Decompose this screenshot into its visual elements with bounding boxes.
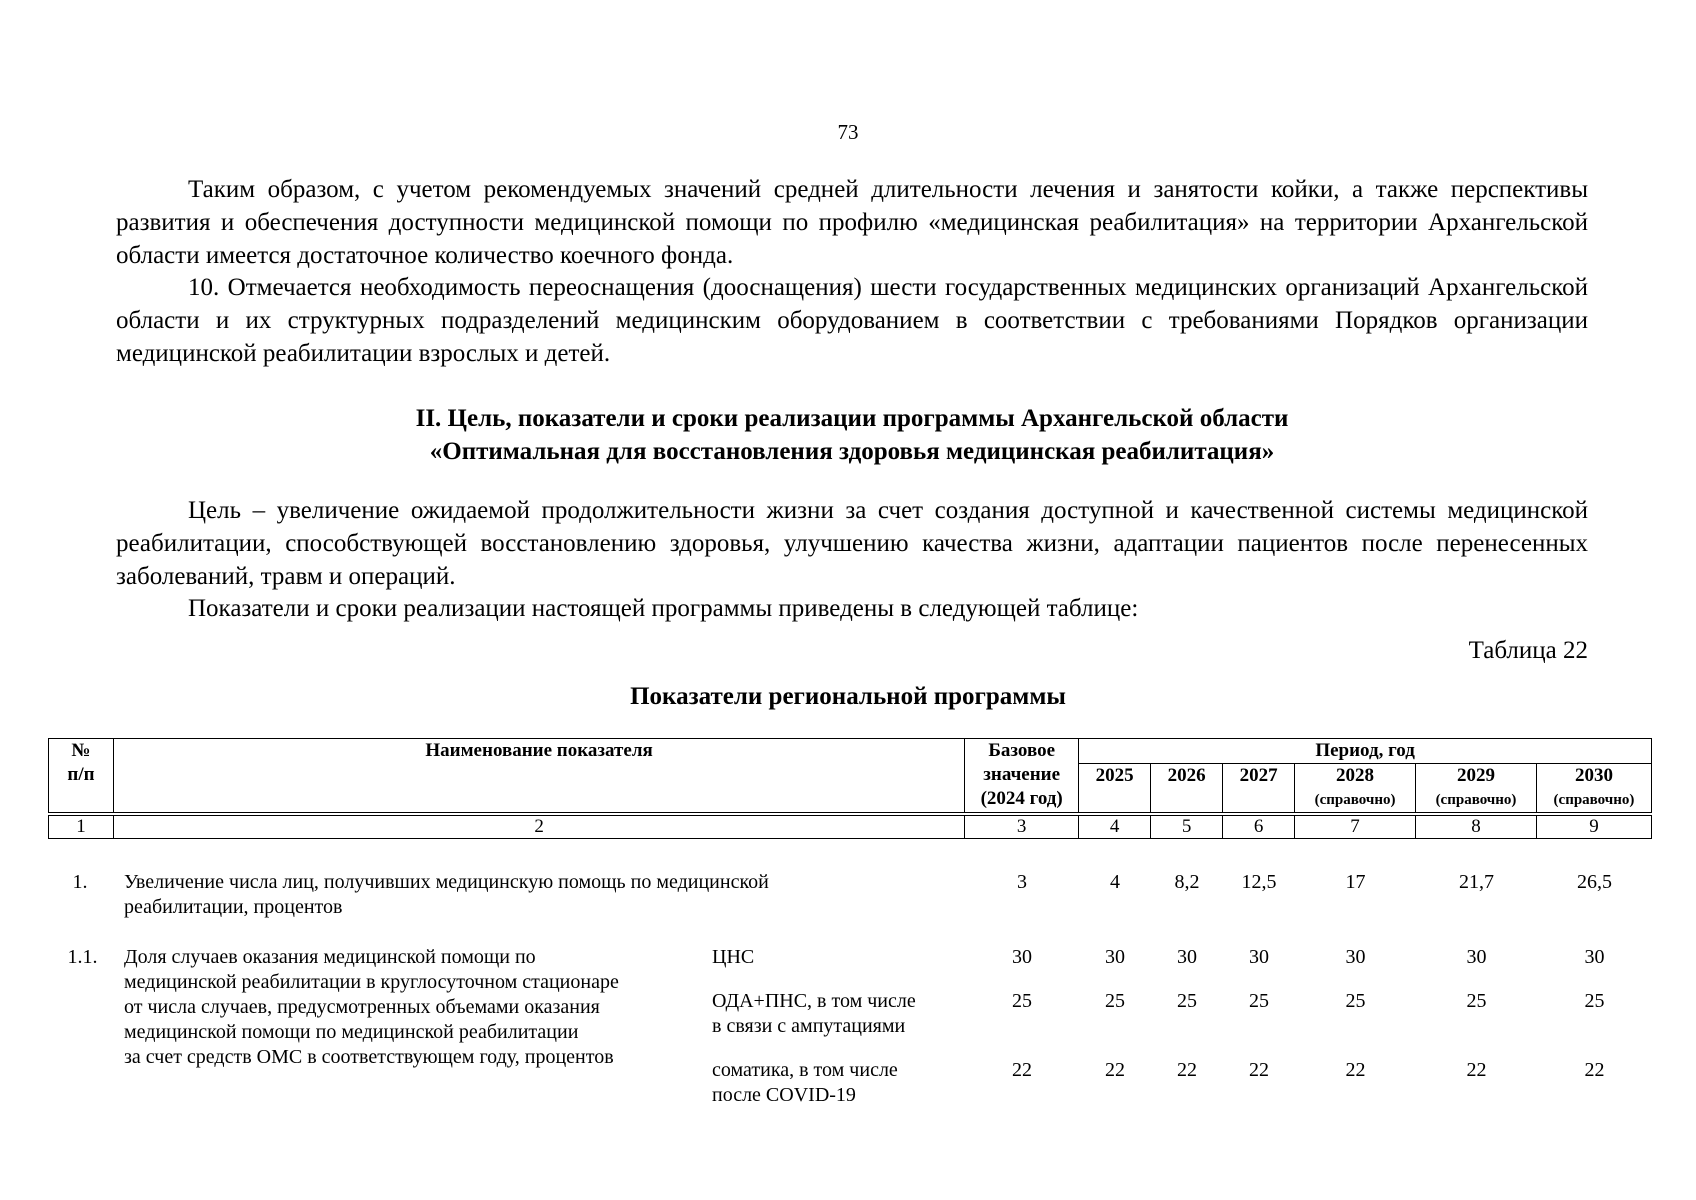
row-1-1-num: 1.1. — [67, 946, 98, 968]
col-number: 7 — [1295, 814, 1416, 839]
subrow-value: 30 — [1105, 946, 1125, 968]
subrow-value: 22 — [1345, 1059, 1366, 1081]
subrow-value: 22 — [1105, 1059, 1125, 1081]
column-numbers-row — [49, 814, 1652, 839]
subrow-label: ОДА+ПНС, в том числе в связи с ампутациями — [712, 990, 916, 1037]
col-number: 4 — [1079, 814, 1151, 839]
paragraph-2: 10. Отмечается необходимость переоснащения (дооснащения) шести государственных медицинских организаций Архангельской области и их структурных подразделений медицинским оборудованием в соответствии с требованиями Порядков организации медицинской реабилитации взрослых и детей. — [116, 274, 1588, 367]
header-year-2026: 2026 — [1151, 764, 1223, 815]
paragraph-1: Таким образом, с учетом рекомендуемых значений средней длительности лечения и занятости койки, а также перспективы развития и обеспечения доступности медицинской помощи по профилю «медицинская реабилитация» на территории Архангельской области имеется достаточное количество коечного фонда. — [116, 176, 1588, 269]
row-1-value: 8,2 — [1174, 871, 1200, 893]
header-year-2027: 2027 — [1223, 764, 1295, 815]
row-1-1-name: Доля случаев оказания медицинской помощи по медицинской реабилитации в круглосуточном стационаре от числа случаев, предусмотренных объемами оказания медицинской помощи по медицинской реабилитации за счет средств ОМС в соответствующем году, процентов — [124, 946, 619, 1068]
subrow-value: 30 — [1249, 946, 1269, 968]
paragraph-3: Цель – увеличение ожидаемой продолжительности жизни за счет создания доступной и качественной системы медицинской реабилитации, способствующей восстановлению здоровья, улучшению качества жизни, адаптации пациентов после перенесенных заболеваний, травм и операций. — [116, 497, 1588, 590]
subrow-value: 30 — [1012, 946, 1032, 968]
table-header — [48, 738, 1652, 839]
row-1-num: 1. — [72, 871, 88, 893]
section-heading — [116, 402, 1588, 468]
subrow-value: 25 — [1012, 990, 1032, 1012]
header-year-2030: 2030 (справочно) — [1536, 764, 1651, 815]
subrow-value: 30 — [1584, 946, 1605, 968]
subrow-value: 25 — [1584, 990, 1605, 1012]
table-title: Показатели региональной программы — [630, 683, 1066, 710]
row-1-value: 3 — [1017, 871, 1027, 893]
subrow-value: 22 — [1012, 1059, 1032, 1081]
header-year-2028: 2028 (справочно) — [1295, 764, 1416, 815]
subrow-value: 25 — [1345, 990, 1366, 1012]
subrow-value: 22 — [1249, 1059, 1269, 1081]
subrow-value: 30 — [1345, 946, 1366, 968]
row-1-value: 4 — [1110, 871, 1120, 893]
col-number: 6 — [1223, 814, 1295, 839]
col-number: 9 — [1536, 814, 1651, 839]
subrow-label: соматика, в том числе после COVID-19 — [712, 1059, 898, 1106]
table-number: Таблица 22 — [1468, 637, 1588, 664]
row-1-name: Увеличение числа лиц, получивших медицинскую помощь по медицинской реабилитации, процентов — [124, 871, 769, 918]
col-number: 1 — [49, 814, 114, 839]
header-name: Наименование показателя — [113, 739, 964, 815]
paragraph-4: Показатели и сроки реализации настоящей программы приведены в следующей таблице: — [188, 595, 1139, 622]
header-period: Период, год — [1079, 739, 1652, 764]
subrow-value: 25 — [1466, 990, 1487, 1012]
header-year-2025: 2025 — [1079, 764, 1151, 815]
subrow-value: 22 — [1466, 1059, 1487, 1081]
header-num: № п/п — [49, 739, 114, 815]
header-year-2029: 2029 (справочно) — [1416, 764, 1537, 815]
subrow-value: 22 — [1177, 1059, 1197, 1081]
page-number: 73 — [837, 120, 859, 144]
col-number: 5 — [1151, 814, 1223, 839]
subrow-label: ЦНС — [712, 946, 755, 968]
subrow-value: 30 — [1177, 946, 1197, 968]
subrow-value: 25 — [1249, 990, 1269, 1012]
col-number: 3 — [965, 814, 1079, 839]
col-number: 8 — [1416, 814, 1537, 839]
subrow-value: 25 — [1105, 990, 1125, 1012]
subrow-value: 30 — [1466, 946, 1487, 968]
section-heading-line-2: «Оптимальная для восстановления здоровья медицинская реабилитация» — [429, 438, 1275, 465]
row-1-value: 17 — [1345, 871, 1366, 893]
row-1-value: 26,5 — [1577, 871, 1612, 893]
header-base: Базовое значение (2024 год) — [965, 739, 1079, 815]
col-number: 2 — [113, 814, 964, 839]
subrow-value: 22 — [1584, 1059, 1605, 1081]
row-1-value: 12,5 — [1241, 871, 1277, 893]
subrow-value: 25 — [1177, 990, 1197, 1012]
row-1-value: 21,7 — [1459, 871, 1494, 893]
section-heading-line-1: II. Цель, показатели и сроки реализации программы Архангельской области — [415, 405, 1289, 432]
